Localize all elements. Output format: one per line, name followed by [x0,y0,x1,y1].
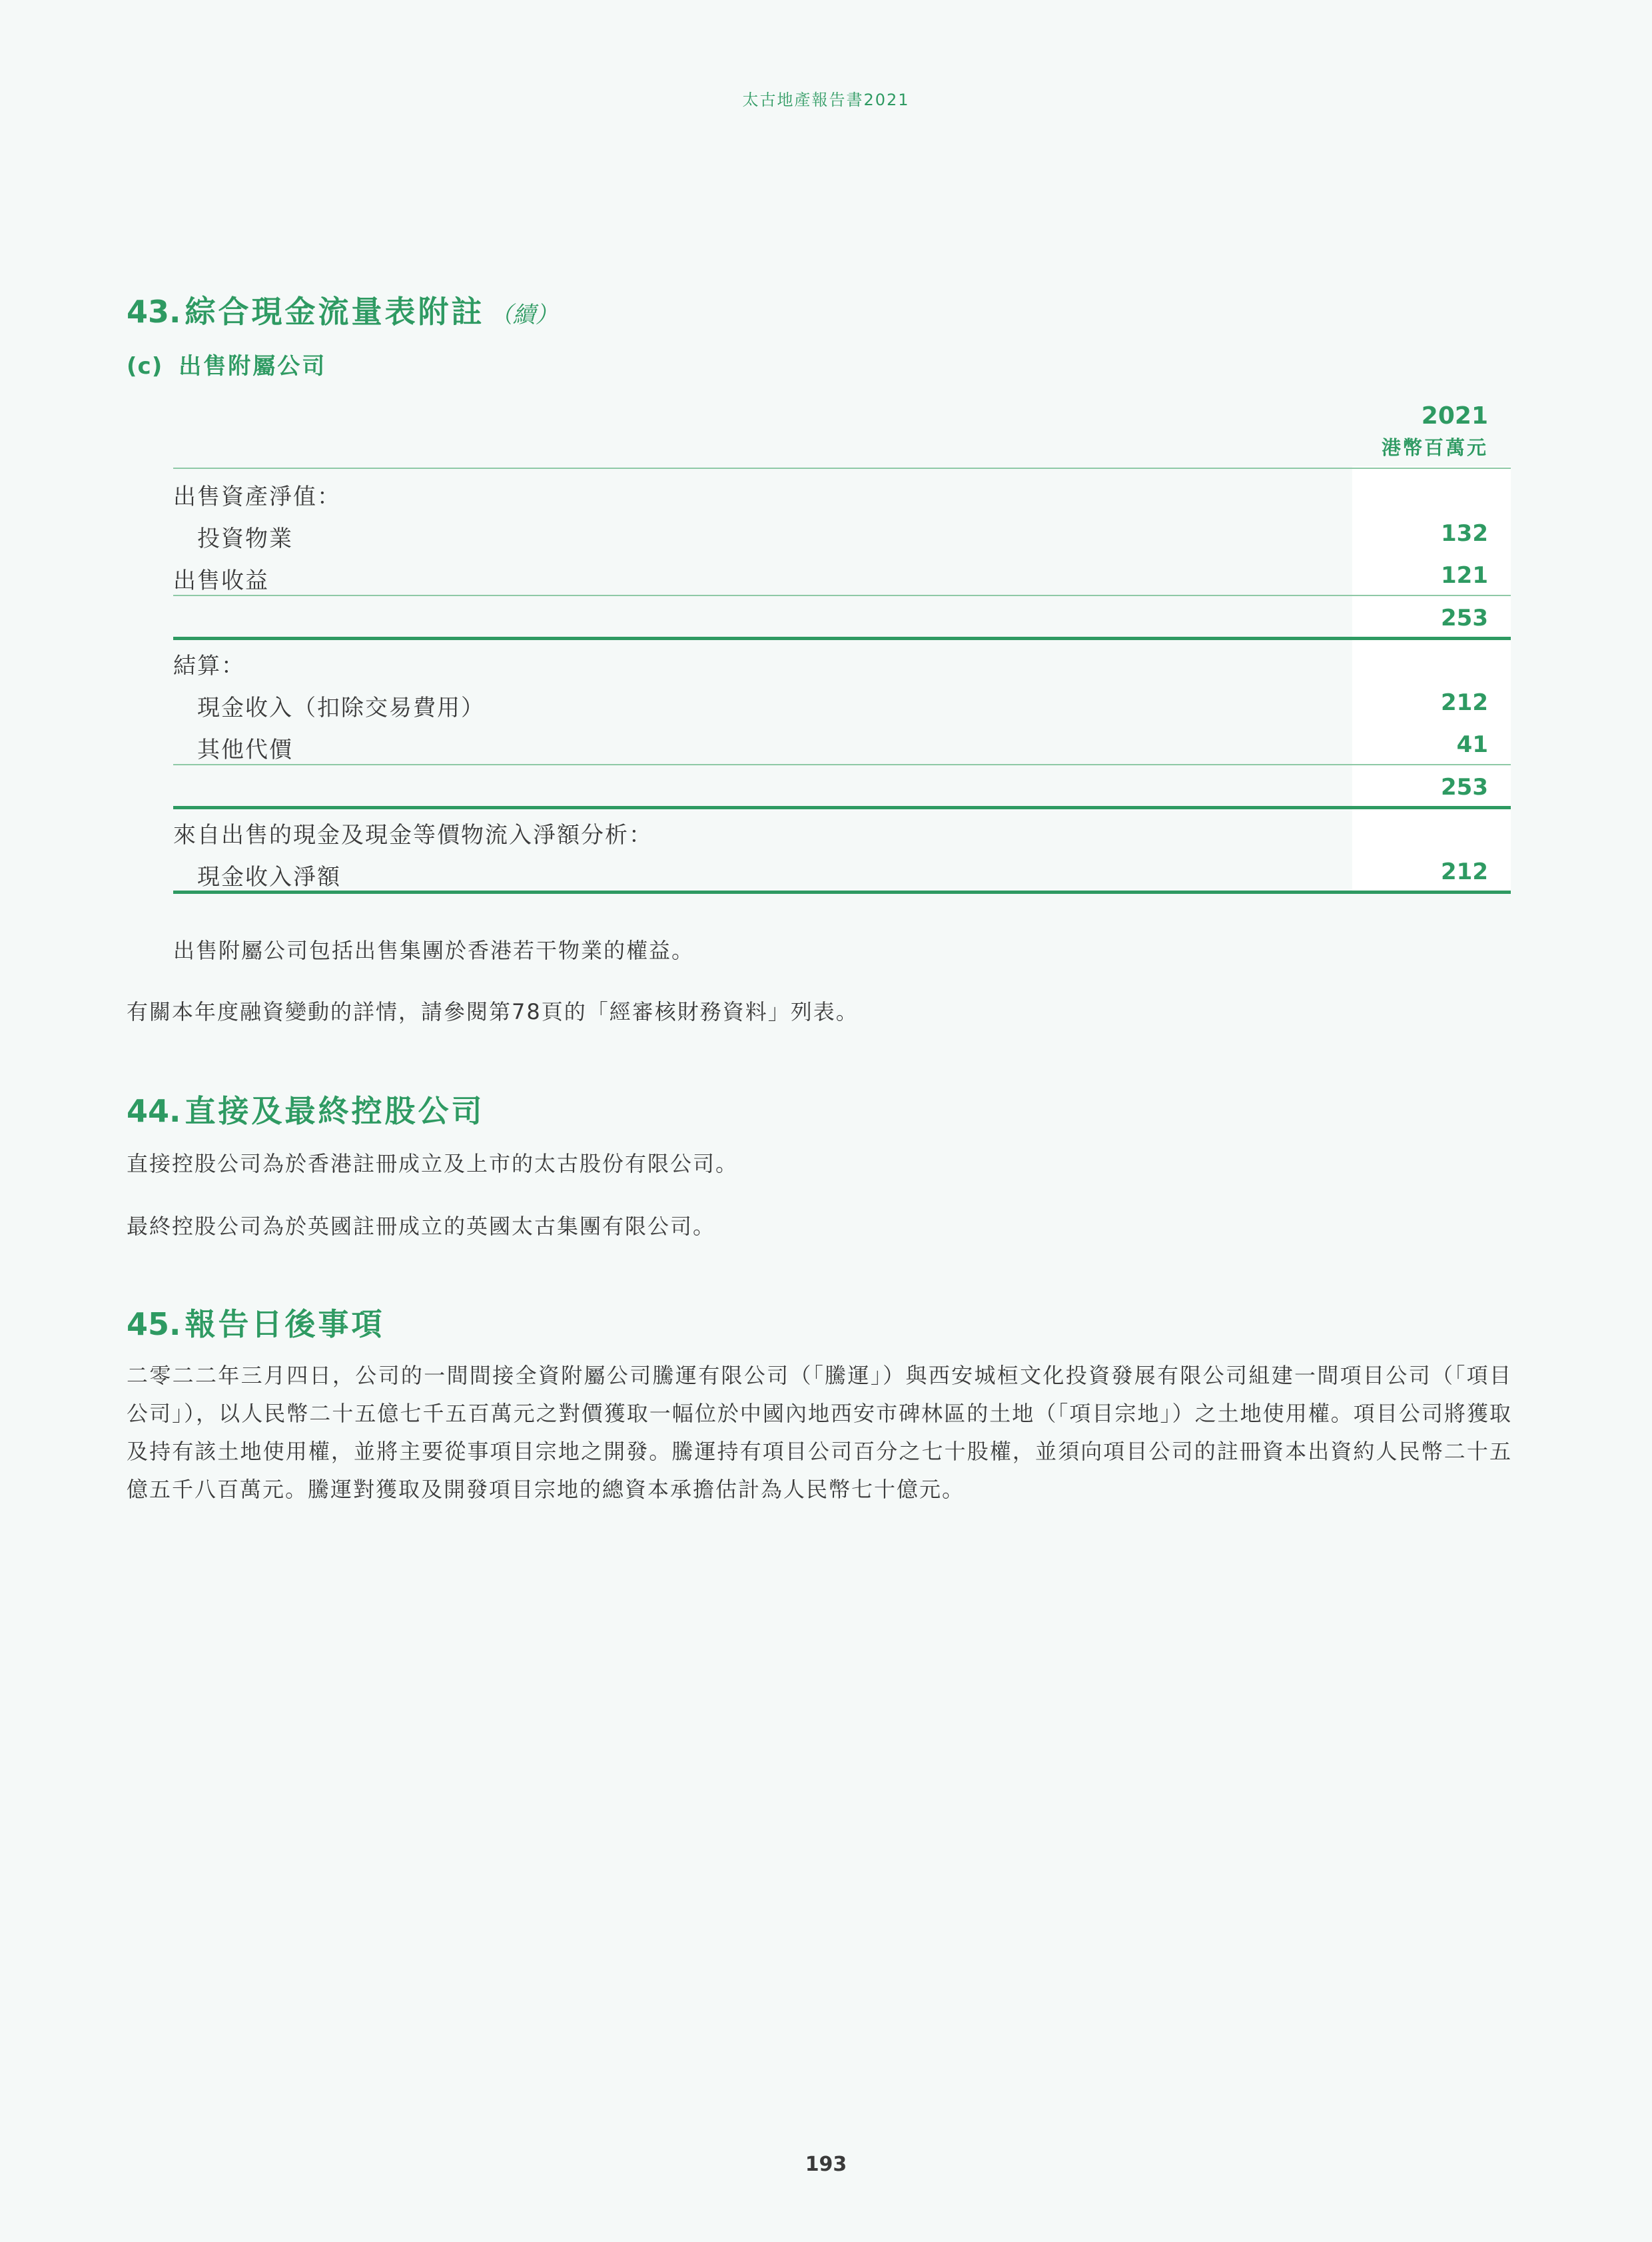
subsequent-events-paragraph: 二零二二年三月四日，公司的一間間接全資附屬公司騰運有限公司（「騰運」）與西安城桓文化投資發展有限公司組建一間項目公司（「項目公司」），以人民幣二十五億七千五百萬元之對價獲取一幅位於中國內地西安市碑林區的土地（「項目宗地」）之土地使用權。項目公司將獲取及持有該土地使用權，並將主要從事項目宗地之開發。騰運持有項目公司百分之七十股權，並須向項目公司的註冊資本出資約人民幣二十五億五千八百萬元。騰運對獲取及開發項目宗地的總資本承擔估計為人民幣七十億元。 [127,1363,1512,1502]
row-label: 出售資產淨值： [173,484,341,510]
immediate-holding-paragraph: 直接控股公司為於香港註冊成立及上市的太古股份有限公司。 [127,1151,739,1176]
row-label: 出售收益 [173,567,269,594]
subsection-c-title: 出售附屬公司 [179,353,327,380]
section-43-continued: （續） [490,302,558,328]
disposal-note: 出售附屬公司包括出售集團於香港若干物業的權益。 [173,938,695,963]
subtotal-rule [173,764,1511,765]
section-43-title: 綜合現金流量表附註 [185,294,485,330]
table-row [173,809,1511,851]
row-value: 132 [1441,520,1488,547]
section-43-number: 43. [127,294,181,330]
row-label: 來自出售的現金及現金等價物流入淨額分析： [173,822,653,849]
row-value: 253 [1441,774,1488,801]
row-label: 現金收入淨額 [197,864,341,891]
table-row-subtotal [173,766,1511,808]
row-label: 其他代價 [197,737,293,763]
row-value: 41 [1456,731,1488,758]
financing-note: 有關本年度融資變動的詳情，請參閱第78頁的「經審核財務資料」列表。 [127,999,859,1024]
table-row [173,723,1511,765]
subtotal-rule [173,595,1511,596]
report-header-title: 太古地產報告書2021 [742,91,910,109]
table-row-subtotal [173,597,1511,639]
disposal-table [173,400,1511,894]
subsection-c-label: (c) [127,353,163,380]
row-value: 212 [1441,859,1488,885]
table-row [173,681,1511,723]
row-label: 投資物業 [197,526,293,552]
section-45-heading [127,1300,385,1344]
section-44-heading [127,1087,485,1131]
subsection-c-heading [127,348,326,380]
table-row [173,639,1511,681]
total-rule [173,891,1511,894]
section-44-number: 44. [127,1093,181,1129]
section-45-number: 45. [127,1306,181,1342]
row-value: 121 [1441,562,1488,589]
table-row [173,554,1511,596]
column-header-unit: 港幣百萬元 [1381,436,1488,459]
section-45-title: 報告日後事項 [185,1306,385,1342]
page-number: 193 [805,2153,847,2176]
row-label: 結算： [173,653,245,679]
table-row [173,512,1511,554]
section-43-heading [127,288,558,332]
ultimate-holding-paragraph: 最終控股公司為於英國註冊成立的英國太古集團有限公司。 [127,1214,716,1239]
row-label: 現金收入（扣除交易費用） [197,695,485,721]
table-row [173,851,1511,893]
row-value: 212 [1441,689,1488,716]
table-row [173,470,1511,512]
column-header-year: 2021 [1421,402,1488,430]
header-rule [173,468,1511,469]
row-value: 253 [1441,605,1488,631]
section-44-title: 直接及最終控股公司 [185,1093,485,1129]
